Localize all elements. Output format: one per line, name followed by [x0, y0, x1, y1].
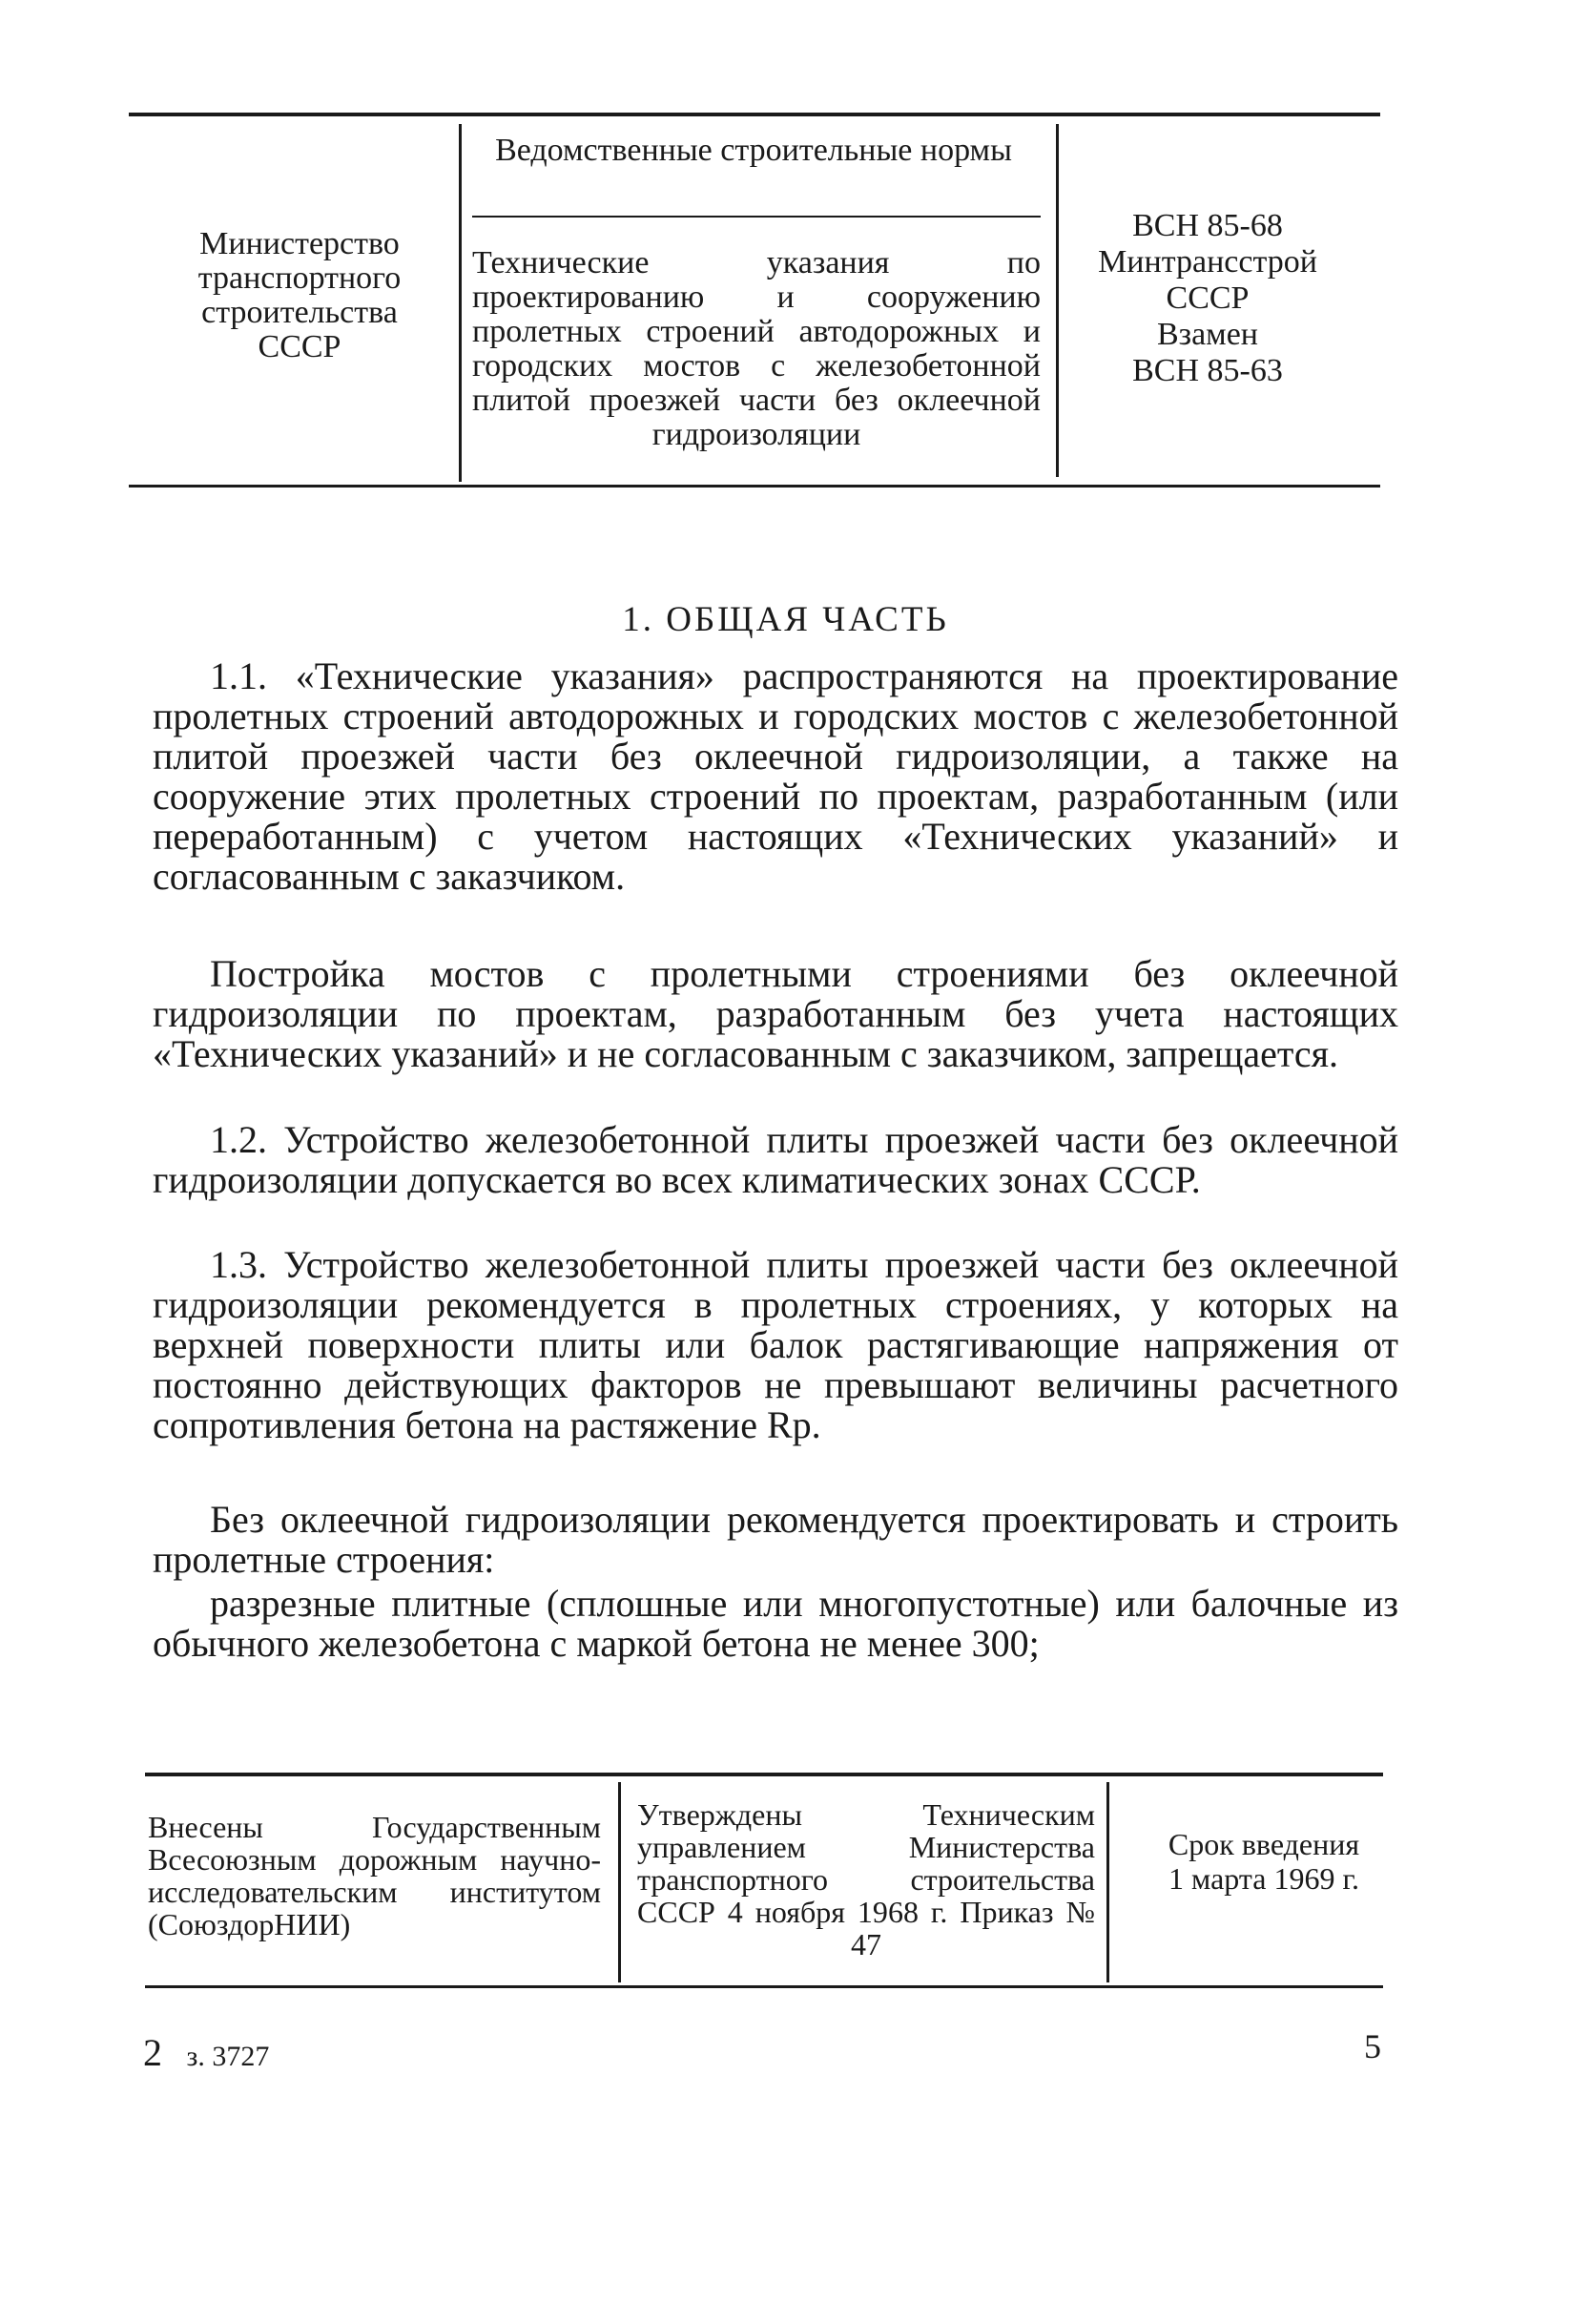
- header-code-line: СССР: [1166, 280, 1250, 316]
- section-heading: 1. ОБЩАЯ ЧАСТЬ: [622, 600, 949, 639]
- header-code-line: Взамен: [1156, 317, 1258, 352]
- footer-bottom-rule: [145, 1985, 1383, 1988]
- paragraph-1-1: 1.1. «Технические указания» распространяются на проектирование пролетных строений автодорожных и городских мостов с железобетонной плитой проезжей части без оклеечной гидроизоляции, а также на сооружение этих пролетных строений по проектам, разработанным (или переработанным) с учетом настоящих «Технических указаний» и согласованным с заказчиком.: [153, 654, 1398, 898]
- header-top-rule: [129, 113, 1380, 116]
- header-center-rule: [472, 216, 1041, 218]
- header-code-line: Минтрансстрой: [1098, 244, 1317, 280]
- footer-approved: Утверждены Техническим управлением Министерства транспортного строительства СССР 4 ноября 1968 г. Приказ № 47: [637, 1797, 1095, 1961]
- signature-number: 2: [143, 2031, 162, 2074]
- footer-term-label: Срок введения: [1168, 1827, 1360, 1861]
- paragraph-1-2: 1.2. Устройство железобетонной плиты проезжей части без оклеечной гидроизоляции допускается во всех климатических зонах СССР.: [153, 1118, 1398, 1201]
- paragraph-1-3: 1.3. Устройство железобетонной плиты проезжей части без оклеечной гидроизоляции рекомендуется в пролетных строениях, у которых на верхней поверхности плиты или балок растягивающие напряжения от постоянно действующих факторов не превышают величины расчетного сопротивления бетона на растяжение Rр.: [153, 1243, 1398, 1446]
- signature-order: з. 3727: [186, 2041, 270, 2072]
- footer-term-date: 1 марта 1969 г.: [1168, 1861, 1359, 1896]
- header-code-line: ВСН 85-68: [1132, 208, 1283, 243]
- header-title: Технические указания по проектированию и сооружению пролетных строений автодорожных и городских мостов с железобетонной плитой проезжей части без оклеечной гидроизоляции: [472, 245, 1041, 452]
- footer-divider-left: [618, 1782, 621, 1982]
- footer-top-rule: [145, 1773, 1383, 1776]
- footer-divider-right: [1106, 1782, 1109, 1982]
- printer-signature: [143, 2030, 269, 2075]
- header-code: [1083, 208, 1333, 389]
- header-divider-left: [459, 124, 462, 482]
- paragraph-prohibition: Постройка мостов с пролетными строениями без оклеечной гидроизоляции по проектам, разработанным без учета настоящих «Технических указаний» и не согласованным с заказчиком, запрещается.: [153, 952, 1398, 1075]
- page-number: 5: [1364, 2027, 1381, 2065]
- header-divider-right: [1056, 124, 1059, 477]
- paragraph-list-item: разрезные плитные (сплошные или многопустотные) или балочные из обычного железобетона с маркой бетона не менее 300;: [153, 1582, 1398, 1665]
- header-ministry: Министерство транспортного строительства СССР: [197, 226, 402, 364]
- footer-introduced: Внесены Государственным Всесоюзным дорожным научно-исследовательским институтом (СоюздорНИИ): [148, 1810, 601, 1941]
- header-bottom-rule: [129, 485, 1380, 488]
- footer-term: [1121, 1827, 1407, 1896]
- paragraph-recommendation: Без оклеечной гидроизоляции рекомендуется проектировать и строить пролетные строения:: [153, 1498, 1398, 1581]
- header-code-line: ВСН 85-63: [1132, 353, 1283, 388]
- header-doc-type: Ведомственные строительные нормы: [495, 133, 1012, 168]
